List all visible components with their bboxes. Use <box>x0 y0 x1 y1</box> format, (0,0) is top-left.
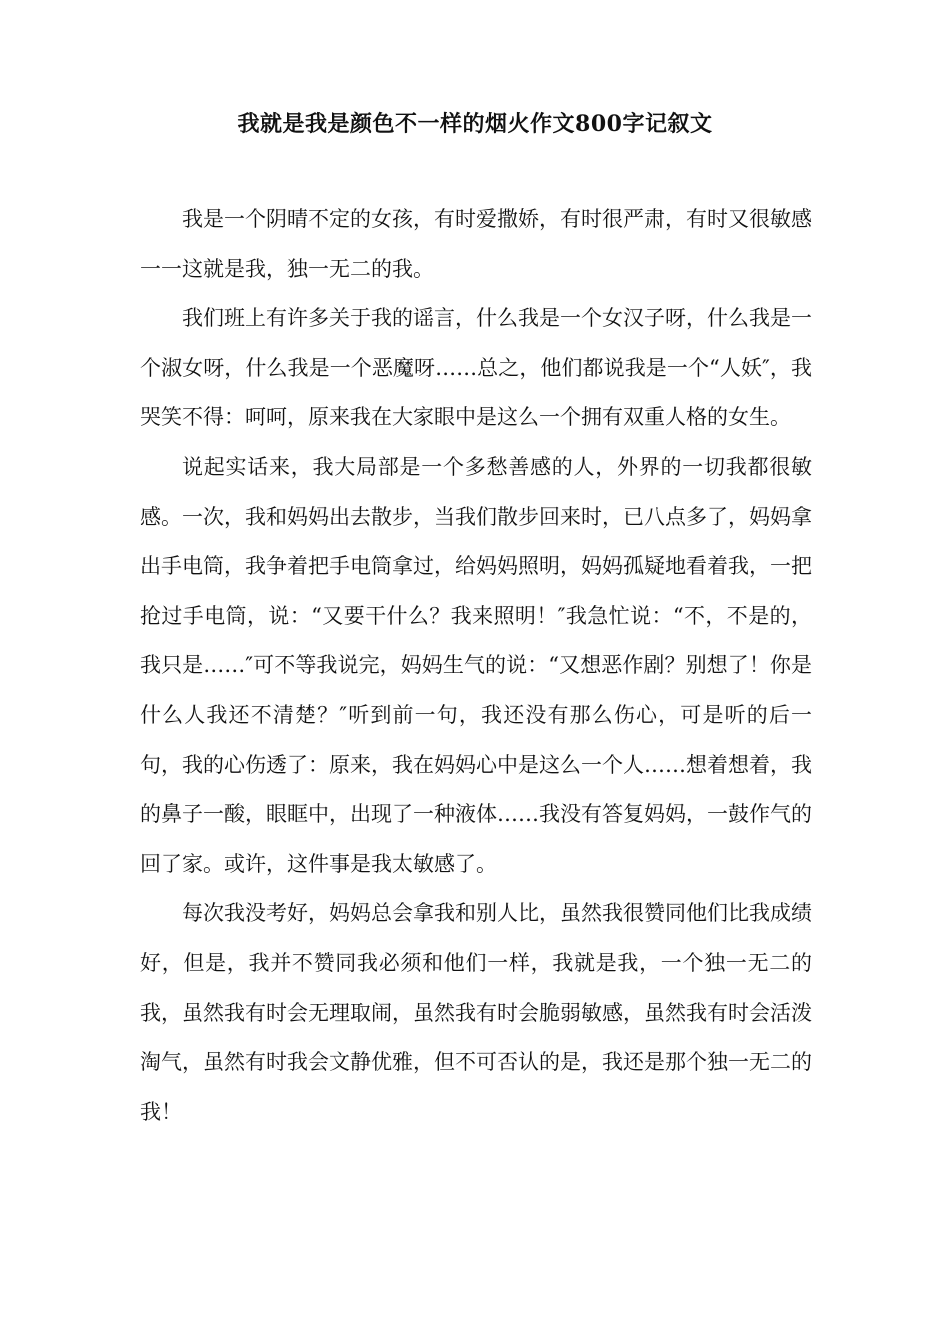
paragraph-4: 每次我没考好，妈妈总会拿我和别人比，虽然我很赞同他们比我成绩好，但是，我并不赞同我必须和他们一样，我就是我，一个独一无二的我，虽然我有时会无理取闹，虽然我有时会脆弱敏感，虽然我有时会活泼淘气，虽然有时我会文静优雅，但不可否认的是，我还是那个独一无二的我！ <box>140 901 812 1124</box>
document-title: 我就是我是颜色不一样的烟火作文800字记叙文 <box>237 111 713 137</box>
paragraph-2: 我们班上有许多关于我的谣言，什么我是一个女汉子呀，什么我是一个淑女呀，什么我是一个恶魔呀……总之，他们都说我是一个“人妖″，我哭笑不得：呵呵，原来我在大家眼中是这么一个拥有双重人格的女生。 <box>140 306 812 430</box>
document-body <box>140 195 812 1137</box>
paragraph-1: 我是一个阴晴不定的女孩，有时爱撒娇，有时很严肃，有时又很敏感一一这就是我，独一无二的我。 <box>140 207 812 281</box>
paragraph-3: 说起实话来，我大局部是一个多愁善感的人，外界的一切我都很敏感。一次，我和妈妈出去散步，当我们散步回来时，已八点多了，妈妈拿出手电筒，我争着把手电筒拿过，给妈妈照明，妈妈孤疑地看着我，一把抢过手电筒，说：“又要干什么？我来照明！″我急忙说：“不，不是的，我只是……″可不等我说完，妈妈生气的说：“又想恶作剧？别想了！你是什么人我还不清楚？″听到前一句，我还没有那么伤心，可是听的后一句，我的心伤透了：原来，我在妈妈心中是这么一个人……想着想着，我的鼻子一酸，眼眶中，出现了一种液体……我没有答复妈妈，一鼓作气的回了家。或许，这件事是我太敏感了。 <box>140 454 812 876</box>
